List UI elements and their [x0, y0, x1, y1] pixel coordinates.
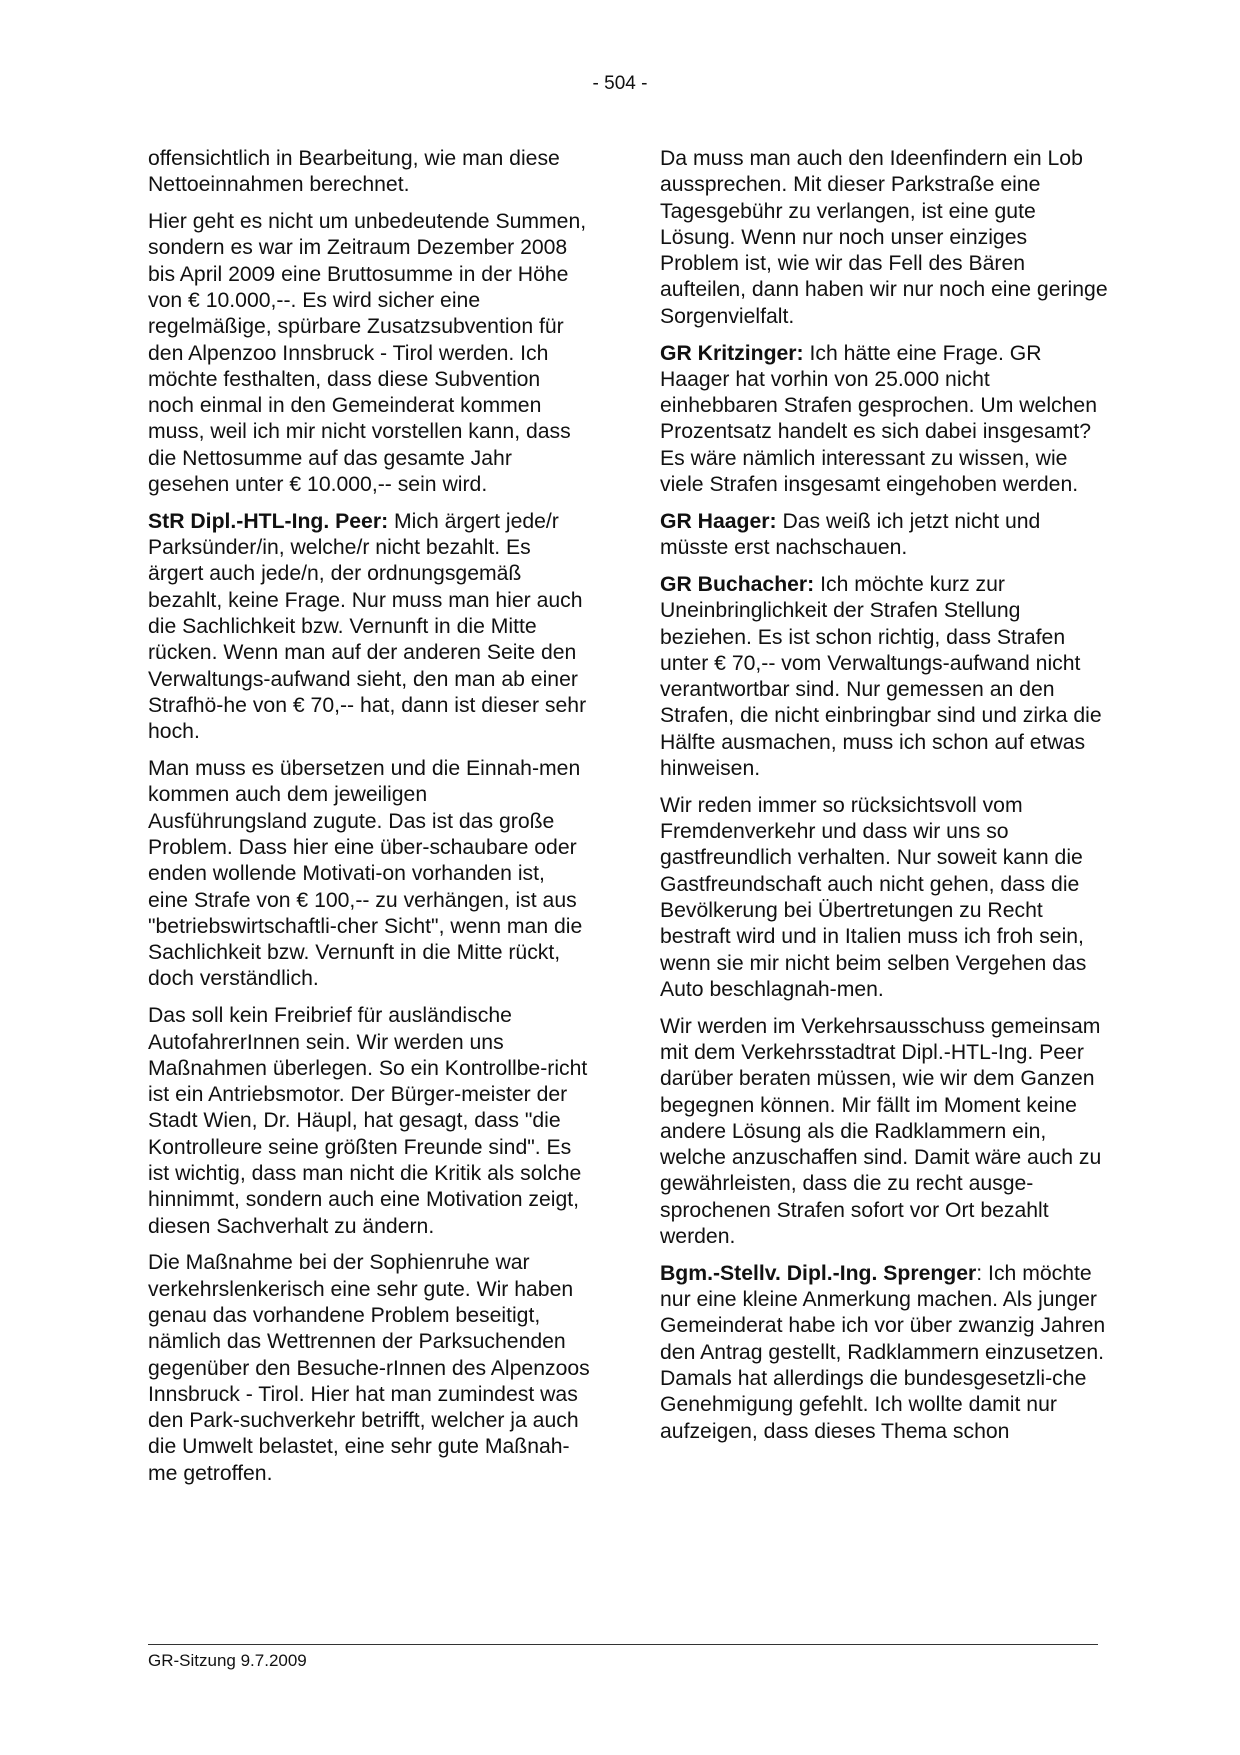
- page-number: - 504 -: [592, 73, 648, 94]
- paragraph: [148, 509, 590, 746]
- paragraph: [660, 146, 1108, 330]
- footer-session-date: GR-Sitzung 9.7.2009: [148, 1651, 307, 1670]
- paragraph: [148, 146, 590, 199]
- left-column: [148, 146, 590, 1498]
- paragraph: [660, 341, 1108, 499]
- paragraph-text: Das soll kein Freibrief für ausländische AutofahrerInnen sein. Wir werden uns Maßnahmen überlegen. So ein Kontrollbe-richt ist ein Antriebsmotor. Der Bürger-meister der Stadt Wien, Dr. Häupl, hat gesagt, dass "die Kontrolleure seine größten Freunde sind". Es ist wichtig, dass man nicht die Kritik als solche hinnimmt, sondern auch eine Motivation zeigt, diesen Sachverhalt zu ändern.: [148, 1004, 588, 1238]
- paragraph: [148, 756, 590, 993]
- right-column: [660, 146, 1108, 1455]
- speaker-name: GR Kritzinger:: [660, 341, 804, 365]
- paragraph: [660, 1014, 1108, 1251]
- paragraph-text: offensichtlich in Bearbeitung, wie man diese Nettoeinnahmen berechnet.: [148, 147, 560, 197]
- paragraph-text: Mich ärgert jede/r Parksünder/in, welche/r nicht bezahlt. Es ärgert auch jede/n, der ordnungsgemäß bezahlt, keine Frage. Nur muss man hier auch die Sachlichkeit bzw. Vernunft in die Mitte rücken. Wenn man auf der anderen Seite den Verwaltungs-aufwand sieht, den man ab einer Strafhö-he von € 70,-- hat, dann ist dieser sehr hoch.: [148, 509, 587, 744]
- speaker-name: GR Buchacher:: [660, 572, 815, 596]
- paragraph-text: Wir werden im Verkehrsausschuss gemeinsam mit dem Verkehrsstadtrat Dipl.-HTL-Ing. Peer darüber beraten müssen, wie wir dem Ganzen begegnen können. Mir fällt im Moment keine andere Lösung als die Radklammern ein, welche anzuschaffen sind. Damit wäre auch zu gewährleisten, dass die zu recht ausge-sprochenen Strafen sofort vor Ort bezahlt werden.: [660, 1014, 1102, 1249]
- paragraph-text: : Ich möchte nur eine kleine Anmerkung machen. Als junger Gemeinderat habe ich vor über zwanzig Jahren den Antrag gestellt, Radklammern einzusetzen. Damals hat allerdings die bundesgesetzli-che Genehmigung gefehlt. Ich wollte damit nur aufzeigen, dass dieses Thema schon: [660, 1261, 1106, 1443]
- paragraph: [660, 572, 1108, 782]
- paragraph-text: Ich möchte kurz zur Uneinbringlichkeit der Strafen Stellung beziehen. Es ist schon richtig, dass Strafen unter € 70,-- vom Verwaltungs-aufwand nicht verantwortbar sind. Nur gemessen an den Strafen, die nicht einbringbar sind und zirka die Hälfte ausmachen, muss ich schon auf etwas hinweisen.: [660, 572, 1102, 781]
- paragraph: [148, 1250, 590, 1487]
- paragraph: [660, 1261, 1108, 1445]
- speaker-name: Bgm.-Stellv. Dipl.-Ing. Sprenger: [660, 1261, 977, 1285]
- paragraph-text: Ich hätte eine Frage. GR Haager hat vorhin von 25.000 nicht einhebbaren Strafen gesprochen. Um welchen Prozentsatz handelt es sich dabei insgesamt? Es wäre nämlich interessant zu wissen, wie viele Strafen insgesamt eingehoben werden.: [660, 341, 1097, 497]
- paragraph: [148, 209, 590, 498]
- speaker-name: GR Haager:: [660, 509, 777, 533]
- paragraph-text: Hier geht es nicht um unbedeutende Summen, sondern es war im Zeitraum Dezember 2008 bis April 2009 eine Bruttosumme in der Höhe von € 10.000,--. Es wird sicher eine regelmäßige, spürbare Zusatzsubvention für den Alpenzoo Innsbruck - Tirol werden. Ich möchte festhalten, dass diese Subvention noch einmal in den Gemeinderat kommen muss, weil ich mir nicht vorstellen kann, dass die Nettosumme auf das gesamte Jahr gesehen unter € 10.000,-- sein wird.: [148, 210, 587, 497]
- footer-divider: [148, 1644, 1098, 1645]
- speaker-name: StR Dipl.-HTL-Ing. Peer:: [148, 509, 389, 533]
- paragraph: [660, 509, 1108, 562]
- paragraph-text: Wir reden immer so rücksichtsvoll vom Fremdenverkehr und dass wir uns so gastfreundlich verhalten. Nur soweit kann die Gastfreundschaft auch nicht gehen, dass die Bevölkerung bei Übertretungen zu Recht bestraft wird und in Italien muss ich froh sein, wenn sie mir nicht beim selben Vergehen das Auto beschlagnah-men.: [660, 793, 1087, 1001]
- paragraph: [148, 1003, 590, 1240]
- paragraph-text: Das weiß ich jetzt nicht und müsste erst nachschauen.: [660, 509, 1041, 560]
- paragraph-text: Man muss es übersetzen und die Einnah-men kommen auch dem jeweiligen Ausführungsland zugute. Das ist das große Problem. Dass hier eine über-schaubare oder enden wollende Motivati-on vorhanden ist, eine Strafe von € 100,-- zu verhängen, ist aus "betriebswirtschaftli-cher Sicht", wenn man die Sachlichkeit bzw. Vernunft in die Mitte rückt, doch verständlich.: [148, 757, 583, 991]
- paragraph-text: Da muss man auch den Ideenfindern ein Lob aussprechen. Mit dieser Parkstraße eine Tagesgebühr zu verlangen, ist eine gute Lösung. Wenn nur noch unser einziges Problem ist, wie wir das Fell des Bären aufteilen, dann haben wir nur noch eine geringe Sorgenvielfalt.: [660, 147, 1108, 328]
- paragraph-text: Die Maßnahme bei der Sophienruhe war verkehrslenkerisch eine sehr gute. Wir haben genau das vorhandene Problem beseitigt, nämlich das Wettrennen der Parksuchenden gegenüber den Besuche-rInnen des Alpenzoos Innsbruck - Tirol. Hier hat man zumindest was den Park-suchverkehr betrifft, welcher ja auch die Umwelt belastet, eine sehr gute Maßnah-me getroffen.: [148, 1251, 590, 1485]
- paragraph: [660, 793, 1108, 1003]
